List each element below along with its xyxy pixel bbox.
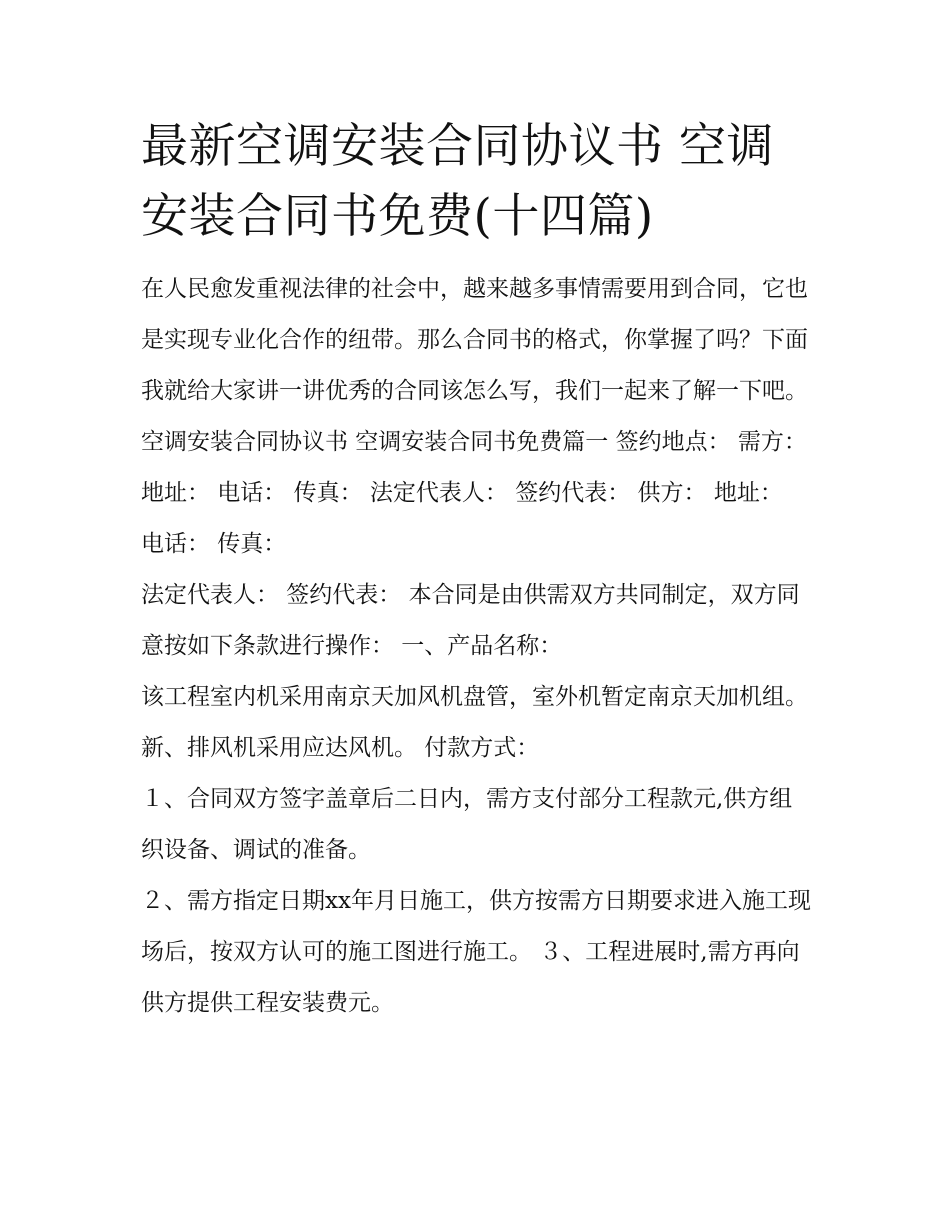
paragraph-clause-2-3: ２、需方指定日期xx年月日施工，供方按需方日期要求进入施工现场后，按双方认可的施工图进行施工。 ３、工程进展时,需方再向供方提供工程安装费元。 [141,888,811,1016]
document-title: 最新空调安装合同协议书 空调安装合同书免费(十四篇) [141,119,774,244]
paragraph-product: 该工程室内机采用南京天加风机盘管，室外机暂定南京天加机组。 新、排风机采用应达风机。 付款方式： [141,684,808,761]
paragraph-list [141,264,813,1029]
paragraph-clause-1: １、合同双方签字盖章后二日内，需方支付部分工程款元,供方组织设备、调试的准备。 [141,786,793,863]
paragraph-parties: 空调安装合同协议书 空调安装合同书免费篇一 签约地点： 需方： 地址： 电话： 传真： 法定代表人： 签约代表： 供方： 地址： 电话： 传真： [141,429,807,557]
document-body [141,112,813,1029]
paragraph-agreement: 法定代表人： 签约代表： 本合同是由供需双方共同制定，双方同意按如下条款进行操作： 一、产品名称： [141,582,800,659]
paragraph-intro: 在人民愈发重视法律的社会中，越来越多事情需要用到合同，它也是实现专业化合作的纽带。那么合同书的格式，你掌握了吗？下面我就给大家讲一讲优秀的合同该怎么写，我们一起来了解一下吧。 [141,276,808,404]
